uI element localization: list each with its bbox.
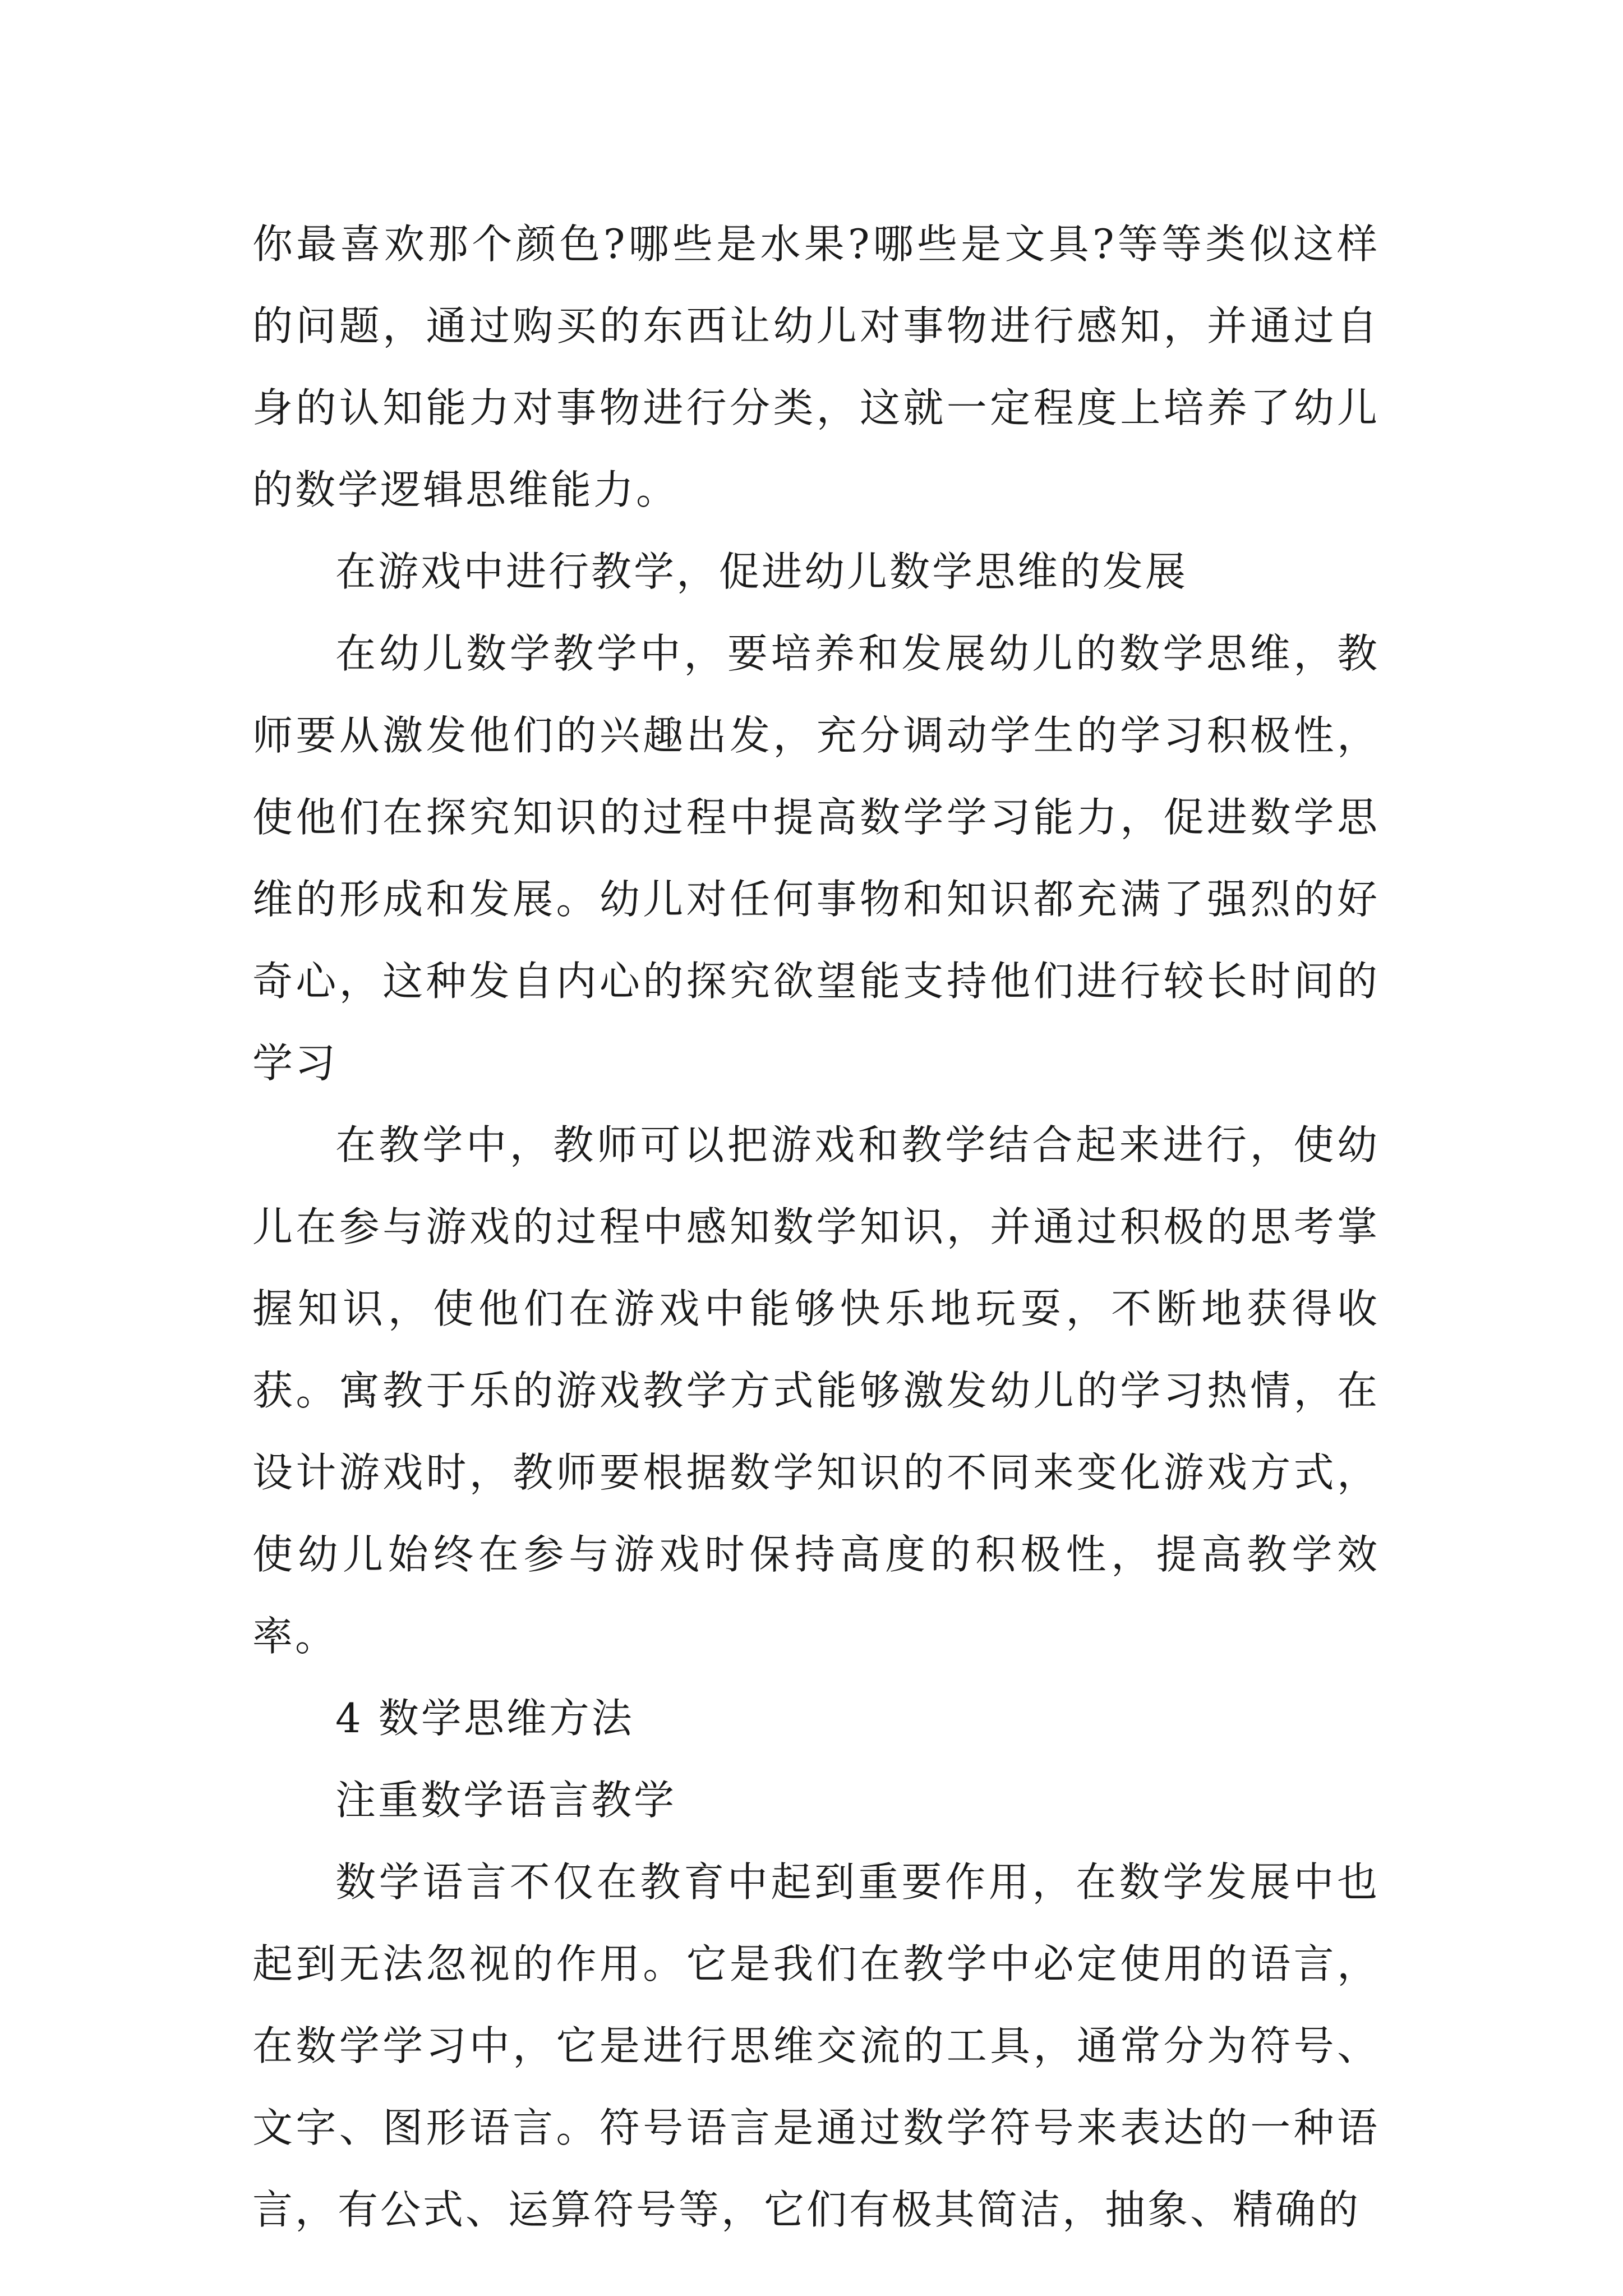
paragraph-game-combination: 在教学中，教师可以把游戏和教学结合起来进行，使幼儿在参与游戏的过程中感知数学知识，并通过积极的思考掌握知识，使他们在游戏中能够快乐地玩耍，不断地获得收获。寓教于乐的游戏教学方式能够激发幼儿的学习热情，在设计游戏时，教师要根据数学知识的不同来变化游戏方式，使幼儿始终在参与游戏时保持高度的积极性，提高教学效率。 [252,1121,1380,1660]
document-body [252,203,1380,2251]
paragraph-intro-continuation: 你最喜欢那个颜色?哪些是水果?哪些是文具?等等类似这样的问题，通过购买的东西让幼儿对事物进行感知，并通过自身的认知能力对事物进行分类，这就一定程度上培养了幼儿的数学逻辑思维能力。 [252,220,1380,513]
section-heading-game-teaching: 在游戏中进行教学，促进幼儿数学思维的发展 [335,548,1188,595]
paragraph-math-language: 数学语言不仅在教育中起到重要作用，在数学发展中也起到无法忽视的作用。它是我们在教学中必定使用的语言，在数学学习中，它是进行思维交流的工具，通常分为符号、文字、图形语言。符号语言是通过数学符号来表达的一种语言，有公式、运算符号等，它们有极其简洁，抽象、精确的 [252,1858,1380,2233]
section-heading-math-language: 注重数学语言教学 [335,1777,677,1824]
section-heading-thinking-methods: 4 数学思维方法 [335,1695,634,1742]
paragraph-interest: 在幼儿数学教学中，要培养和发展幼儿的数学思维，教师要从激发他们的兴趣出发，充分调动学生的学习积极性，使他们在探究知识的过程中提高数学学习能力，促进数学思维的形成和发展。幼儿对任何事物和知识都充满了强烈的好奇心，这种发自内心的探究欲望能支持他们进行较长时间的学习 [252,630,1380,1087]
